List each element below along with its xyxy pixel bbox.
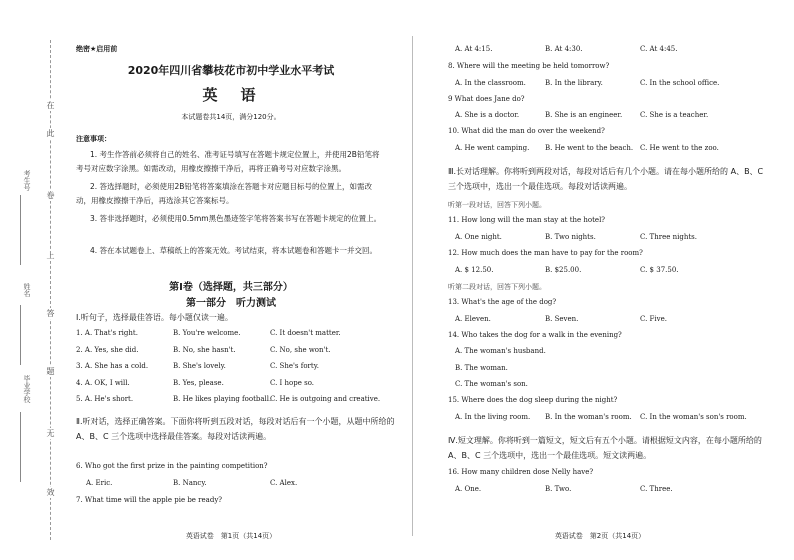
q6-option-c: C. Alex. — [270, 479, 298, 487]
q13-option-b: B. Seven. — [545, 315, 579, 323]
q12-option-a: A. $ 12.50. — [455, 266, 494, 274]
q11-option-a: A. One night. — [455, 233, 502, 241]
q8-option-a: A. In the classroom. — [455, 79, 526, 87]
q9-option-c: C. She is a teacher. — [640, 111, 709, 119]
exam-number-line — [20, 195, 31, 265]
binding-char: 此 — [46, 129, 55, 138]
q10-text: 10. What did the man do over the weekend? — [448, 127, 605, 135]
binding-char: 题 — [46, 367, 55, 376]
notes-title: 注意事项： — [76, 135, 111, 143]
q10-option-b: B. He went to the beach. — [545, 144, 634, 152]
q13-option-a: A. Eleven. — [455, 315, 491, 323]
q14-option-a: A. The woman's husband. — [455, 347, 546, 355]
section2-instructions: Ⅱ.听对话，选择正确答案。下面你将听到五段对话，每段对话后有一个小题，从题中所给的 A、B、C 三个选项中选择最佳答案。每段对话读两遍。 — [76, 417, 395, 441]
q12-option-c: C. $ 37.50. — [640, 266, 679, 274]
page-info: 本试题卷共14页，满分120分。 — [181, 113, 281, 121]
binding-char: 答 — [46, 309, 55, 318]
q2-option-c: C. No, she won't. — [270, 346, 331, 354]
q3-option-b: B. She's lovely. — [173, 362, 226, 370]
section4-instructions: Ⅳ.短文理解。你将听到一篇短文，短文后有五个小题。请根据短文内容，在每小题所给的 A、B、C 三个选项中，选出一个最佳选项。短文读两遍。 — [448, 436, 762, 460]
school-label: 毕业学校 — [23, 375, 31, 403]
left-footer: 英语试卷 第1页（共14页） — [185, 532, 277, 540]
q4-option-a: 4. A. OK, I will. — [76, 379, 130, 387]
q11-text: 11. How long will the man stay at the hotel? — [448, 216, 606, 224]
q7-option-c: C. At 4:45. — [640, 45, 678, 53]
q6-option-a: A. Eric. — [86, 479, 113, 487]
note-4: 4. 答在本试题卷上、草稿纸上的答案无效。考试结束，将本试题卷和答题卡一并交回。 — [90, 246, 378, 255]
q5-option-b: B. He likes playing football. — [173, 395, 272, 403]
q4-option-b: B. Yes, please. — [173, 379, 224, 387]
q7-text: 7. What time will the apple pie be ready? — [76, 496, 223, 504]
section1-instructions: Ⅰ.听句子，选择最佳答语。每小题仅读一遍。 — [76, 313, 233, 322]
q8-text: 8. Where will the meeting be held tomorrow? — [448, 62, 610, 70]
q2-option-a: 2. A. Yes, she did. — [76, 346, 139, 354]
secret-mark: 绝密★启用前 — [76, 45, 118, 53]
q8-option-b: B. In the library. — [545, 79, 603, 87]
q15-text: 15. Where does the dog sleep during the night? — [448, 396, 618, 404]
q11-option-c: C. Three nights. — [640, 233, 697, 241]
q1-option-a: 1. A. That's right. — [76, 329, 138, 337]
subject-title: 英 语 — [202, 86, 260, 104]
q11-option-b: B. Two nights. — [545, 233, 596, 241]
binding-line — [50, 40, 51, 540]
binding-char: 效 — [46, 488, 55, 497]
q7-option-a: A. At 4:15. — [455, 45, 493, 53]
q10-option-a: A. He went camping. — [455, 144, 530, 152]
q2-option-b: B. No, she hasn't. — [173, 346, 236, 354]
q14-option-b: B. The woman. — [455, 364, 508, 372]
q3-option-c: C. She's forty. — [270, 362, 319, 370]
q4-option-c: C. I hope so. — [270, 379, 315, 387]
section3-instructions: Ⅲ.长对话理解。你将听到两段对话，每段对话后有几个小题。请在每小题所给的 A、B、C 三个选项中，选出一个最佳选项。每段对话读两遍。 — [448, 167, 764, 191]
q16-text: 16. How many children dose Nelly have? — [448, 468, 594, 476]
q7-option-b: B. At 4:30. — [545, 45, 583, 53]
q1-option-b: B. You're welcome. — [173, 329, 241, 337]
binding-char: 无 — [46, 429, 55, 438]
binding-char: 在 — [46, 101, 55, 110]
exam-number-label: 考生号 — [23, 170, 31, 191]
q6-text: 6. Who got the first prize in the painting competition? — [76, 462, 268, 470]
q9-text: 9 What does Jane do? — [448, 95, 525, 103]
q10-option-c: C. He went to the zoo. — [640, 144, 719, 152]
exam-title: 2020年四川省攀枝花市初中学业水平考试 — [127, 64, 335, 77]
q13-text: 13. What's the age of the dog? — [448, 298, 557, 306]
q15-option-b: B. In the woman's room. — [545, 413, 632, 421]
q6-option-b: B. Nancy. — [173, 479, 207, 487]
q14-text: 14. Who takes the dog for a walk in the evening? — [448, 331, 622, 339]
dialog2-note: 听第二段对话，回答下列小题。 — [448, 283, 546, 291]
q16-option-b: B. Two. — [545, 485, 572, 493]
note-2: 2. 答选择题时，必须使用2B铅笔将答案填涂在答题卡对应题目标号的位置上，如需改动，用橡皮擦擦干净后，再选涂其它答案标号。 — [76, 182, 372, 205]
q14-option-c: C. The woman's son. — [455, 380, 528, 388]
q13-option-c: C. Five. — [640, 315, 667, 323]
note-3: 3. 答非选择题时，必须使用0.5mm黑色墨迹签字笔将答案书写在答题卡规定的位置上。 — [90, 214, 382, 223]
q5-option-c: C. He is outgoing and creative. — [270, 395, 381, 403]
q5-option-a: 5. A. He's short. — [76, 395, 134, 403]
q16-option-c: C. Three. — [640, 485, 673, 493]
binding-char: 卷 — [46, 191, 55, 200]
q16-option-a: A. One. — [455, 485, 482, 493]
q12-option-b: B. $25.00. — [545, 266, 582, 274]
page-divider — [412, 36, 413, 536]
name-line — [20, 305, 31, 365]
school-line — [20, 412, 31, 482]
q9-option-b: B. She is an engineer. — [545, 111, 623, 119]
note-1: 1. 考生作答前必须将自己的姓名、准考证号填写在答题卡规定位置上，并使用2B铅笔将考号对应数字涂黑。如需改动，用橡皮擦擦干净后，再将正确考号对应数字涂黑。 — [76, 150, 380, 173]
q15-option-a: A. In the living room. — [455, 413, 531, 421]
dialog1-note: 听第一段对话，回答下列小题。 — [448, 201, 546, 209]
q3-option-a: 3. A. She has a cold. — [76, 362, 149, 370]
q9-option-a: A. She is a doctor. — [455, 111, 520, 119]
part-title: 第Ⅰ卷（选择题，共三部分） — [169, 282, 293, 293]
part1-title: 第一部分 听力测试 — [186, 298, 276, 309]
name-label: 姓名 — [23, 283, 31, 297]
q8-option-c: C. In the school office. — [640, 79, 720, 87]
right-footer: 英语试卷 第2页（共14页） — [554, 532, 646, 540]
q15-option-c: C. In the woman's son's room. — [640, 413, 747, 421]
q12-text: 12. How much does the man have to pay for the room? — [448, 249, 643, 257]
binding-char: 上 — [46, 251, 55, 260]
q1-option-c: C. It doesn't matter. — [270, 329, 341, 337]
